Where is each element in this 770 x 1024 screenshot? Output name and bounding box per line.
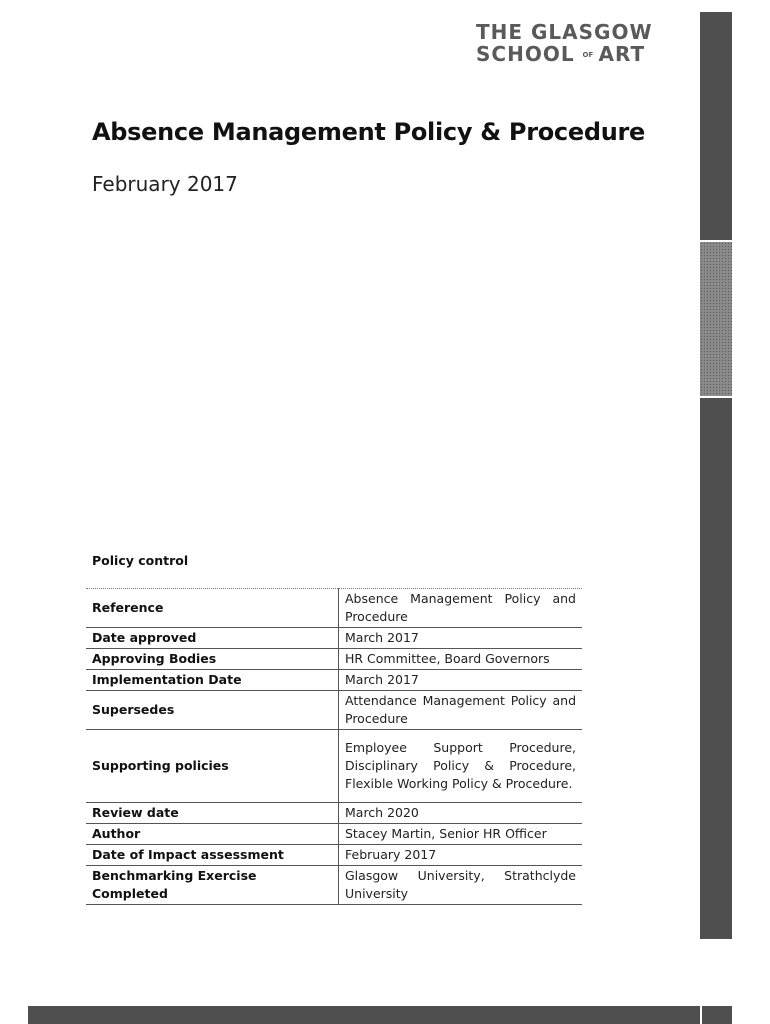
logo-line-1: THE GLASGOW [476, 20, 653, 44]
table-row [86, 589, 582, 628]
side-bar-pattern [700, 242, 732, 396]
policy-control-heading: Policy control [92, 553, 189, 568]
table-row [86, 866, 582, 905]
logo-school: SCHOOL [476, 42, 575, 66]
row-label: Supersedes [86, 691, 339, 730]
table-row [86, 649, 582, 670]
row-value: March 2017 [339, 628, 583, 649]
side-bar-bottom [700, 398, 732, 939]
table-row [86, 691, 582, 730]
row-label: Date approved [86, 628, 339, 649]
row-value: February 2017 [339, 845, 583, 866]
row-value: Absence Management Policy and Procedure [339, 589, 583, 628]
table-row [86, 803, 582, 824]
row-label: Approving Bodies [86, 649, 339, 670]
side-bar-top [700, 12, 732, 240]
row-label: Date of Impact assessment [86, 845, 339, 866]
logo-art: ART [598, 42, 646, 66]
row-value: Glasgow University, Strathclyde University [339, 866, 583, 905]
school-logo [476, 22, 660, 66]
row-value: March 2020 [339, 803, 583, 824]
row-value: Attendance Management Policy and Procedure [339, 691, 583, 730]
row-label: Review date [86, 803, 339, 824]
table-row [86, 730, 582, 803]
row-value: Employee Support Procedure, Disciplinary Policy & Procedure, Flexible Working Policy & Procedure. [339, 730, 583, 803]
row-label: Author [86, 824, 339, 845]
row-value: HR Committee, Board Governors [339, 649, 583, 670]
logo-line-2 [476, 44, 660, 64]
table-row [86, 824, 582, 845]
row-label: Implementation Date [86, 670, 339, 691]
footer-bar-end [702, 1006, 732, 1024]
row-label: Benchmarking Exercise Completed [86, 866, 339, 905]
document-title: Absence Management Policy & Procedure [92, 118, 646, 146]
row-label: Supporting policies [86, 730, 339, 803]
policy-control-table [86, 588, 582, 905]
logo-of: OF [582, 51, 594, 59]
row-value: March 2017 [339, 670, 583, 691]
footer-bar [28, 1006, 700, 1024]
row-label: Reference [86, 589, 339, 628]
document-date: February 2017 [92, 172, 238, 196]
table-row [86, 670, 582, 691]
table-row [86, 845, 582, 866]
row-value: Stacey Martin, Senior HR Officer [339, 824, 583, 845]
table-row [86, 628, 582, 649]
